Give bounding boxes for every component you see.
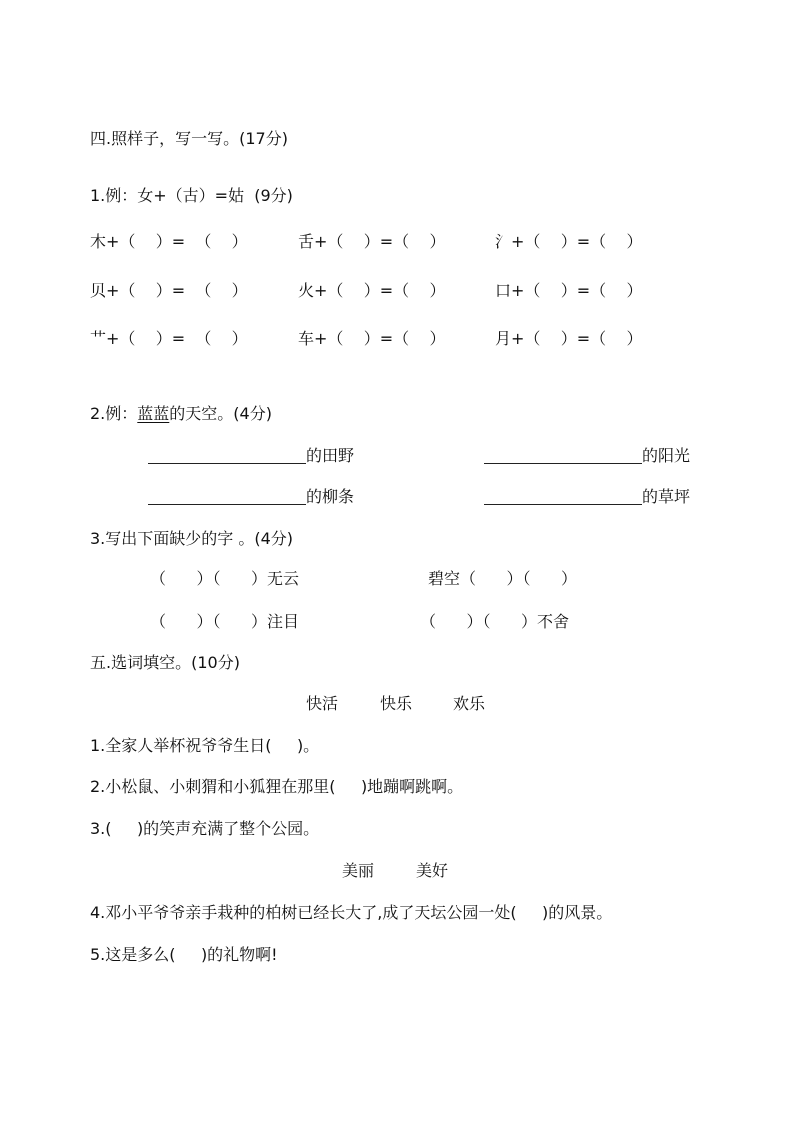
q1-row2-col3: 口+（ ）=（ ） bbox=[495, 281, 643, 300]
section5-question-3: 3.( )的笑声充满了整个公园。 bbox=[90, 819, 320, 838]
section5-question-2: 2.小松鼠、小刺猬和小狐狸在那里( )地蹦啊跳啊。 bbox=[90, 777, 464, 796]
answer-blank[interactable] bbox=[484, 447, 642, 464]
q2-item-1 bbox=[148, 445, 354, 467]
q3-row2-left: （ ）（ ）注目 bbox=[150, 612, 300, 631]
q1-row1-col3: 氵+（ ）=（ ） bbox=[495, 232, 643, 251]
q2-item-2 bbox=[484, 445, 690, 467]
q1-row3-col2: 车+（ ）=（ ） bbox=[298, 329, 446, 348]
word-choice: 快活 bbox=[306, 694, 339, 713]
q1-row1-col1: 木+（ ）= （ ） bbox=[90, 232, 248, 251]
q2-item-label: 的阳光 bbox=[642, 446, 691, 465]
section5-question-4: 4.邓小平爷爷亲手栽种的柏树已经长大了,成了天坛公园一处( )的风景。 bbox=[90, 903, 613, 922]
q3-row2-right: （ ）（ ）不舍 bbox=[420, 612, 570, 631]
q3-row1-left: （ ）（ ）无云 bbox=[150, 569, 300, 588]
section5-question-1: 1.全家人举杯祝爷爷生日( )。 bbox=[90, 736, 320, 755]
q1-row3-col3: 月+（ ）=（ ） bbox=[495, 329, 643, 348]
q2-underlined-word: 蓝蓝 bbox=[137, 404, 170, 423]
answer-blank[interactable] bbox=[484, 488, 642, 505]
q2-item-label: 的柳条 bbox=[306, 487, 355, 506]
q3-row1-right: 碧空（ ）（ ） bbox=[428, 569, 578, 588]
q2-suffix: 的天空。(4分) bbox=[169, 404, 272, 423]
q1-example: 1.例：女+（古）=姑 (9分) bbox=[90, 186, 293, 205]
word-choice: 欢乐 bbox=[453, 694, 486, 713]
section4-title: 四.照样子，写一写。(17分) bbox=[90, 129, 288, 148]
q2-item-4 bbox=[484, 486, 690, 508]
word-choice: 美丽 bbox=[342, 861, 375, 880]
q1-row2-col2: 火+（ ）=（ ） bbox=[298, 281, 446, 300]
q1-row1-col2: 舌+（ ）=（ ） bbox=[298, 232, 446, 251]
q2-example bbox=[90, 403, 272, 425]
q3-title: 3.写出下面缺少的字 。(4分) bbox=[90, 529, 294, 548]
q2-item-label: 的草坪 bbox=[642, 487, 691, 506]
section5-question-5: 5.这是多么( )的礼物啊! bbox=[90, 945, 278, 964]
word-choice: 美好 bbox=[416, 861, 449, 880]
q2-item-3 bbox=[148, 486, 354, 508]
q2-prefix: 2.例： bbox=[90, 404, 138, 423]
q1-row3-col1: 艹+（ ）= （ ） bbox=[90, 329, 248, 348]
word-choice: 快乐 bbox=[380, 694, 413, 713]
answer-blank[interactable] bbox=[148, 488, 306, 505]
q2-item-label: 的田野 bbox=[306, 446, 355, 465]
answer-blank[interactable] bbox=[148, 447, 306, 464]
q1-row2-col1: 贝+（ ）= （ ） bbox=[90, 281, 248, 300]
section5-title: 五.选词填空。(10分) bbox=[90, 653, 240, 672]
